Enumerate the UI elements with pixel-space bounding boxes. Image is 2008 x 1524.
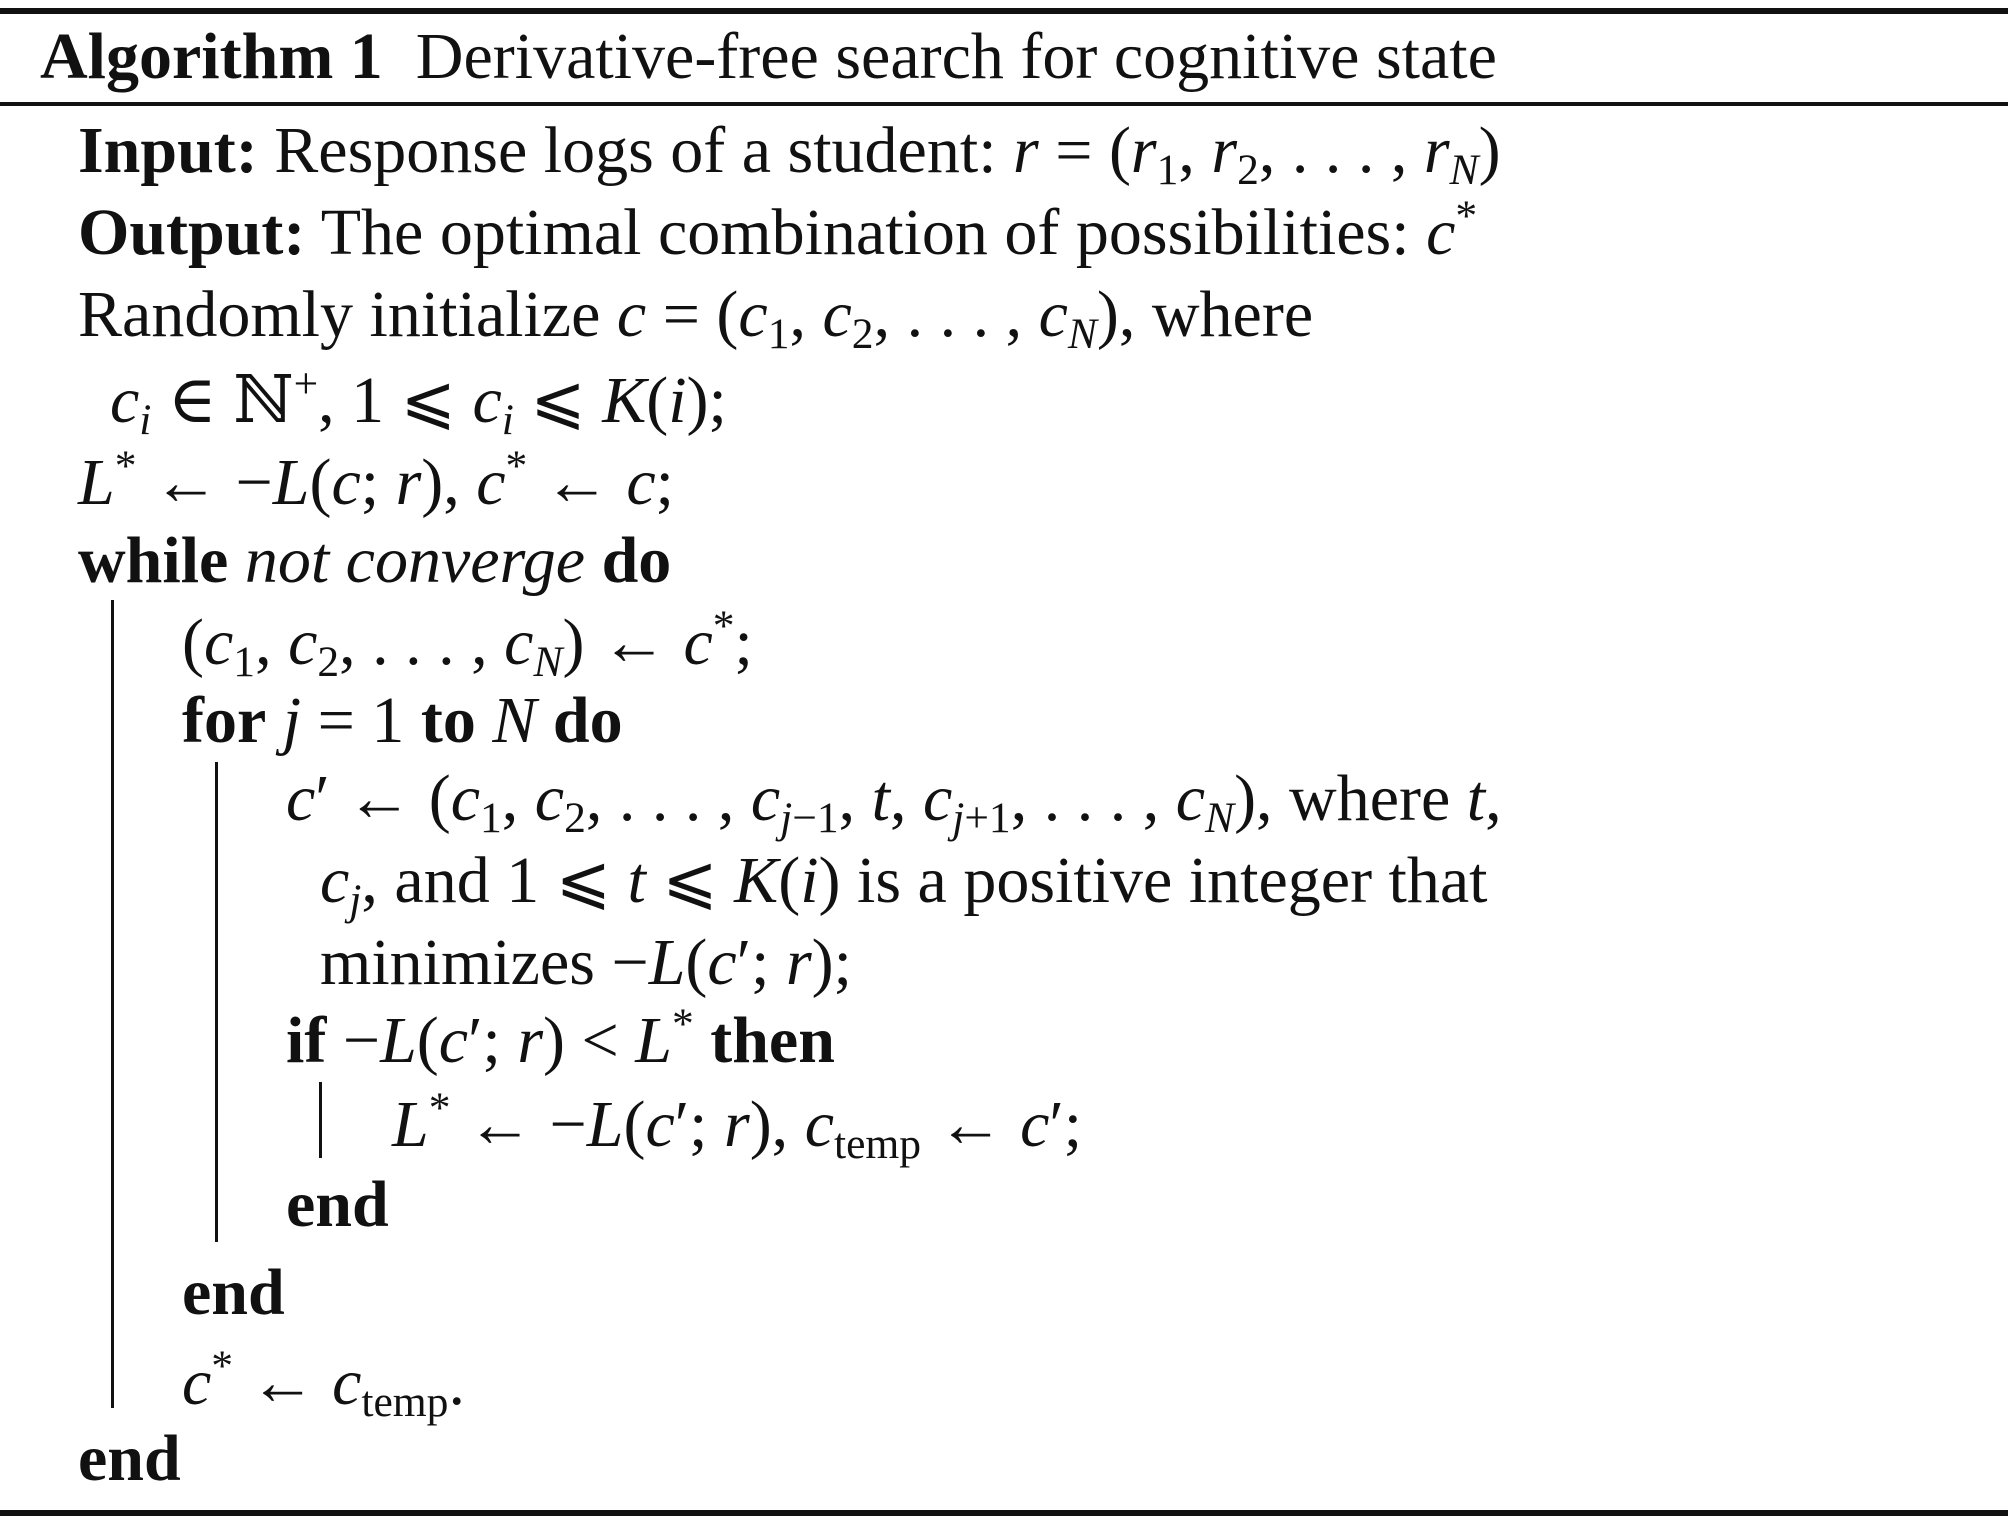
if-line: if −L(c′; r) < L* then: [286, 1000, 835, 1077]
while-keyword: while: [78, 524, 229, 597]
while-do-keyword: do: [601, 524, 672, 597]
input-line: [78, 114, 1501, 195]
for-block-bar: [215, 762, 218, 1242]
init-line-2: $c_i$ ∈ ℕ+, 1 ⩽ $c_i$ ⩽ K(i);: [110, 360, 727, 445]
while-line: [78, 524, 672, 597]
output-text: The optimal combination of possibilities: c*: [320, 192, 1478, 269]
copy-line: ($c_1$, $c_2$, . . . , $c_N$) ← c*;: [182, 602, 753, 687]
to-keyword: to: [420, 684, 476, 757]
algorithm-caption: [40, 20, 1497, 93]
bottom-rule: [0, 1510, 2008, 1516]
for-keyword: for: [182, 684, 267, 757]
algorithm-number: Algorithm 1: [40, 20, 383, 93]
while-condition: not converge: [244, 524, 586, 597]
then-body-line: L* ← −L(c′; r), $c_{temp}$ ← c′;: [392, 1084, 1083, 1169]
assign-line: L* ← −L(c; r), c* ← c;: [78, 442, 674, 519]
while-block-bar: [111, 600, 114, 1408]
if-block-bar: [319, 1082, 322, 1158]
algorithm-title: Derivative-free search for cognitive state: [415, 20, 1497, 93]
update-line-3: minimizes −L(c′; r);: [320, 926, 852, 999]
for-do-keyword: do: [552, 684, 623, 757]
end-while: end: [78, 1422, 181, 1495]
caption-rule: [0, 102, 2008, 106]
for-line: for j = 1 to N do: [182, 684, 623, 757]
final-assign-line: c* ← $c_{temp}$.: [182, 1342, 465, 1427]
output-line: [78, 192, 1478, 269]
update-line-1: c′ ← ($c_1$, $c_2$, . . . , $c_{j-1}$, t, $c_{j+1}$, . . . , $c_N$), where t,: [286, 762, 1502, 843]
end-if: end: [286, 1168, 389, 1241]
for-upper-bound: N: [492, 684, 537, 757]
update-line-2: $c_j$, and 1 ⩽ t ⩽ K(i) is a positive integer that: [320, 844, 1488, 925]
input-text: Response logs of a student: $r = (r_1$, $r_2$, . . . , $r_N$): [274, 114, 1501, 195]
top-rule: [0, 8, 2008, 14]
init-line-1: Randomly initialize $c = (c_1$, $c_2$, . . . , $c_N$), where: [78, 278, 1314, 359]
if-keyword: if: [286, 1004, 327, 1077]
then-keyword: then: [710, 1004, 835, 1077]
input-label: Input:: [78, 114, 258, 187]
end-for: end: [182, 1256, 285, 1329]
output-label: Output:: [78, 196, 306, 269]
